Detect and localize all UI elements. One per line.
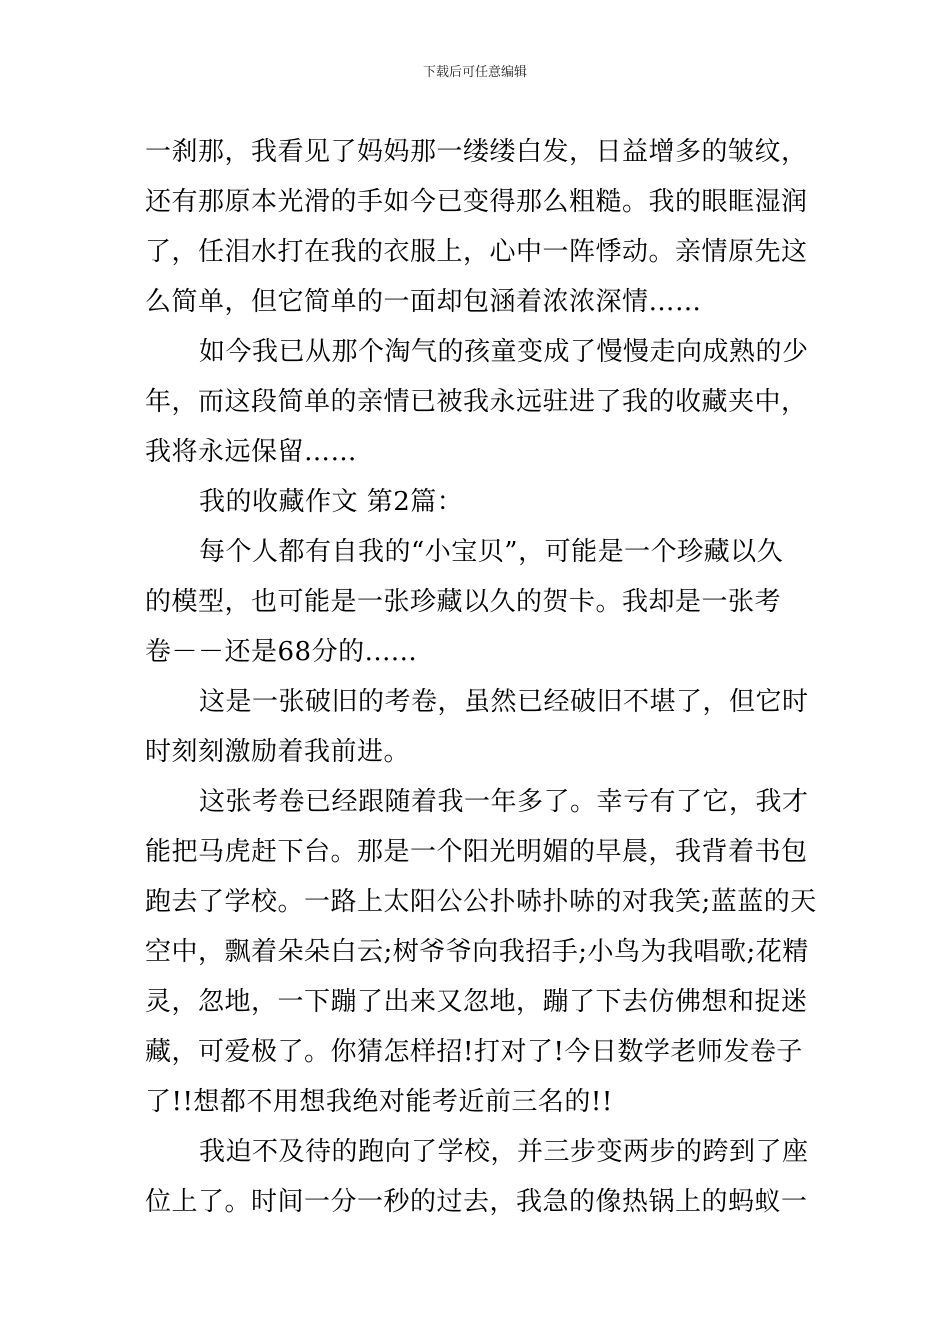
text-line: 了!!想都不用想我绝对能考近前三名的!! [145, 1087, 613, 1117]
text-line: 的模型，也可能是一张珍藏以久的贺卡。我却是一张考 [145, 587, 782, 617]
page-header: 下载后可任意编辑 [422, 65, 527, 80]
paragraph-start-line: 这张考卷已经跟随着我一年多了。幸亏有了它，我才 [199, 787, 809, 817]
text-line: 么简单，但它简单的一面却包涵着浓浓深情…… [145, 287, 702, 317]
text-line: 我将永远保留…… [145, 437, 358, 467]
text-line: 能把马虎赶下台。那是一个阳光明媚的早晨，我背着书包 [145, 837, 808, 867]
text-line: 一刹那，我看见了妈妈那一缕缕白发，日益增多的皱纹， [145, 137, 808, 167]
section-heading: 我的收藏作文 第2篇： [199, 487, 464, 517]
text-line: 藏，可爱极了。你猜怎样招!打对了!今日数学老师发卷子 [145, 1037, 803, 1067]
text-line: 年，而这段简单的亲情已被我永远驻进了我的收藏夹中， [145, 387, 808, 417]
text-line: 灵，忽地，一下蹦了出来又忽地，蹦了下去仿佛想和捉迷 [145, 987, 808, 1017]
text-line: 空中，飘着朵朵白云;树爷爷向我招手;小鸟为我唱歌;花精 [145, 937, 809, 967]
text-line: 卷－－还是68分的...... [145, 637, 418, 667]
text-line: 位上了。时间一分一秒的过去，我急的像热锅上的蚂蚁一 [145, 1187, 808, 1217]
paragraph-start-line: 我迫不及待的跑向了学校，并三步变两步的跨到了座 [199, 1137, 809, 1167]
paragraph-start-line: 这是一张破旧的考卷，虽然已经破旧不堪了，但它时 [199, 687, 809, 717]
paragraph-start-line: 每个人都有自我的“小宝贝”，可能是一个珍藏以久 [199, 537, 784, 567]
paragraph-start-line: 如今我已从那个淘气的孩童变成了慢慢走向成熟的少 [199, 337, 809, 367]
text-line: 跑去了学校。一路上太阳公公扑哧扑哧的对我笑;蓝蓝的天 [145, 887, 817, 917]
text-line: 还有那原本光滑的手如今已变得那么粗糙。我的眼眶湿润 [145, 187, 808, 217]
text-line: 时刻刻激励着我前进。 [145, 737, 411, 767]
text-line: 了，任泪水打在我的衣服上，心中一阵悸动。亲情原先这 [145, 237, 808, 267]
document-body [145, 127, 817, 1227]
